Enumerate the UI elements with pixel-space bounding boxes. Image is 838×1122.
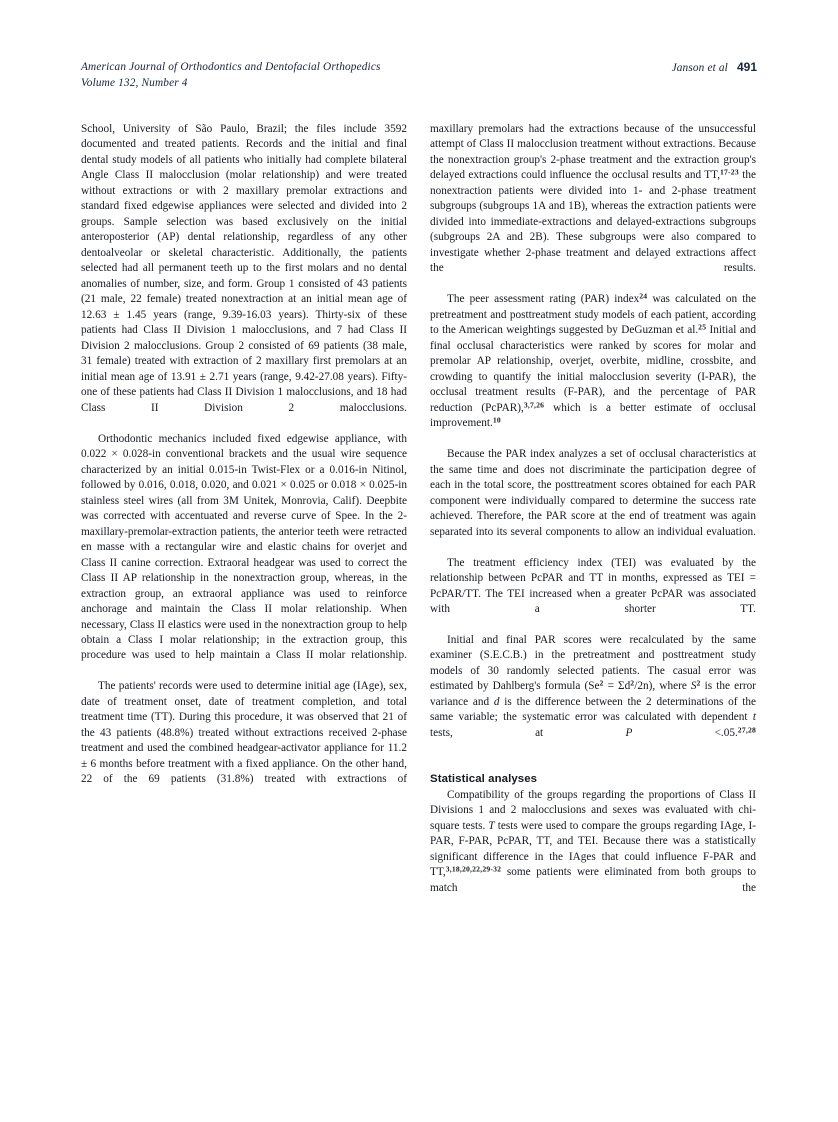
paragraph: Compatibility of the groups regarding the proportions of Class II Divisions 1 and 2 malocclusions and sexes was evaluated with chi-square tests. T tests were used to compare the groups regarding IAge, I-PAR, F-PAR, PcPAR, TT, and TEI. Because there was a statistically significant difference in the IAges that could influence F-PAR and TT,$^{3,18,20,22,29-32}$ some patients were eliminated from both groups to match the [430,788,756,894]
paragraph: maxillary premolars had the extractions because of the unsuccessful attempt of Class II malocclusion treatment without extractions. Because the nonextraction group's 2-phase treatment and the extraction group's delayed extractions could influence the occlusal results and TT,$^{17-23}$ the nonextraction patients were divided into 1- and 2-phase treatment subgroups (subgroups 1A and 1B), whereas the extraction patients were divided into immediate-extractions and delayed-extractions subgroups (subgroups 2A and 2B). These subgroups were also compared to investigate whether 2-phase treatment and delayed extractions affect the results. [430,123,756,275]
paragraph: The peer assessment rating (PAR) index$^{24}$ was calculated on the pretreatment and posttreatment study models of each patient, according to the American weightings suggested by DeGuzman et al.$^{25}$ Initial and final occlusal characteristics were ranked by scores for molar and premolar AP relationship, overjet, overbite, midline, crossbite, and crowding to quantify the initial malocclusion severity (I-PAR), the occlusal treatment results (F-PAR), and the percentage of PAR reduction (PcPAR),$^{3,7,26}$ which is a better estimate of occlusal improvement.$^{10}$ [430,291,757,430]
math-variable: d [493,695,500,708]
citation-ref: 3,7,26 [523,400,545,410]
citation-ref: 25 [698,322,707,332]
section-heading: Statistical analyses [430,773,538,786]
citation-ref: 10 [492,415,501,425]
column-left [81,122,407,1072]
math-variable: S [690,680,697,693]
running-head-left [81,60,381,91]
citation-ref: 3,18,20,22,29-32 [445,864,502,874]
volume-issue: Volume 132, Number 4 [81,76,188,89]
math-exponent: 2 [696,679,701,688]
citation-ref: 17-23 [720,168,739,178]
paragraph: Orthodontic mechanics included fixed edgewise appliance, with 0.022 × 0.028-in conventional brackets and the usual wire sequence characterized by an initial 0.015-in Twist-Flex or a 0.016-in Nitinol, followed by 0.016, 0.018, 0.020, and 0.021 × 0.025 or 0.018 × 0.025-in stainless steel wires (all from 3M Unitek, Monrovia, Calif). Deepbite was corrected with accentuated and reverse curve of Spee. In the 2-maxillary-premolar-extraction patients, the anterior teeth were retracted en masse with a rectangular wire and elastic chains for overjet and Class II canine correction. Extraoral headgear was used to correct the Class II AP relationship in the nonextraction group, whereas, in the extraction group, an extraoral appliance was used to reinforce anchorage and maintain the Class II molar relationship. When necessary, Class II elastics were used in the nonextraction group to help obtain a Class I molar relationship; in the extraction group, this procedure was used to help maintain a Class II molar relationship. [81,432,407,662]
math-exponent: 2 [599,679,604,688]
math-variable: t [752,711,756,724]
paragraph: The patients' records were used to determine initial age (IAge), sex, date of treatment onset, date of treatment completion, and total treatment time (TT). During this procedure, it was observed that 21 of the 43 patients (48.8%) treated without extractions received 2-phase treatment and used the combined headgear-activator appliance for 11.2 ± 6 months before treatment with a fixed appliance. On the other hand, 22 of the 69 patients (31.8%) treated with extractions of [81,680,407,786]
paragraph: Because the PAR index analyzes a set of occlusal characteristics at the same time and does not discriminate the participation degree of each in the total score, the posttreatment scores obtained for each PAR component were individually compared to determine the success rate achieved. Therefore, the PAR score at the end of treatment was again separated into its several components to allow an individual evaluation. [430,448,756,538]
authors-citation: Janson et al [671,62,728,74]
running-head [81,60,757,91]
paragraph: School, University of São Paulo, Brazil; the files include 3592 documented and treated patients. Records and the initial and final dental study models of all patients who initially had complete bilateral Angle Class II malocclusion (molar relationship) and were treated without extractions or with 2 maxillary premolar extractions and standard fixed edgewise appliances were selected and divided into 2 groups. Sample selection was based exclusively on the initial anteroposterior (AP) dental relationship, regardless of any other dentoalveolar or skeletal characteristic. Additionally, the patients selected had all permanent teeth up to the first molars and no dental anomalies of number, size, and form. Group 1 consisted of 43 patients (21 male, 22 female) treated nonextraction at an initial mean age of 12.63 ± 1.45 years (range, 9.39-16.03 years). Thirty-six of these patients had Class II Division 1 malocclusions, and 7 had Class II Division 2 malocclusions. Group 2 consisted of 69 patients (38 male, 31 female) treated with extraction of 2 maxillary first premolars at an initial mean age of 13.91 ± 2.71 years (range, 9.42-27.08 years). Fifty-one of these patients had Class II Division 1 malocclusions, and 18 had Class II Division 2 malocclusions. [81,123,407,414]
paragraph: Initial and final PAR scores were recalculated by the same examiner (S.E.C.B.) in the pretreatment and posttreatment study models of 30 randomly selected patients. The casual error was estimated by Dahlberg's formula $(Se^2 = \Sigma d^2/2n)$, where $S^2$ is the error variance and d is the difference between the 2 determinations of the same variable; the systematic error was calculated with dependent t tests, at P <.05.$^{27,28}$ [430,633,757,739]
citation-ref: 27,28 [737,725,756,735]
math-variable: P [625,726,633,739]
running-head-right [672,60,757,74]
article-body [81,122,757,1072]
page-number: 491 [736,60,757,74]
math-exponent: 2 [630,679,635,688]
journal-title: American Journal of Orthodontics and Dentofacial Orthopedics [81,61,381,73]
citation-ref: 24 [639,291,648,301]
math-variable: T [488,819,495,832]
column-right [430,122,756,1072]
paragraph: The treatment efficiency index (TEI) was evaluated by the relationship between PcPAR and TT in months, expressed as TEI = PcPAR/TT. The TEI increased when a greater PcPAR was associated with a shorter TT. [430,556,756,616]
